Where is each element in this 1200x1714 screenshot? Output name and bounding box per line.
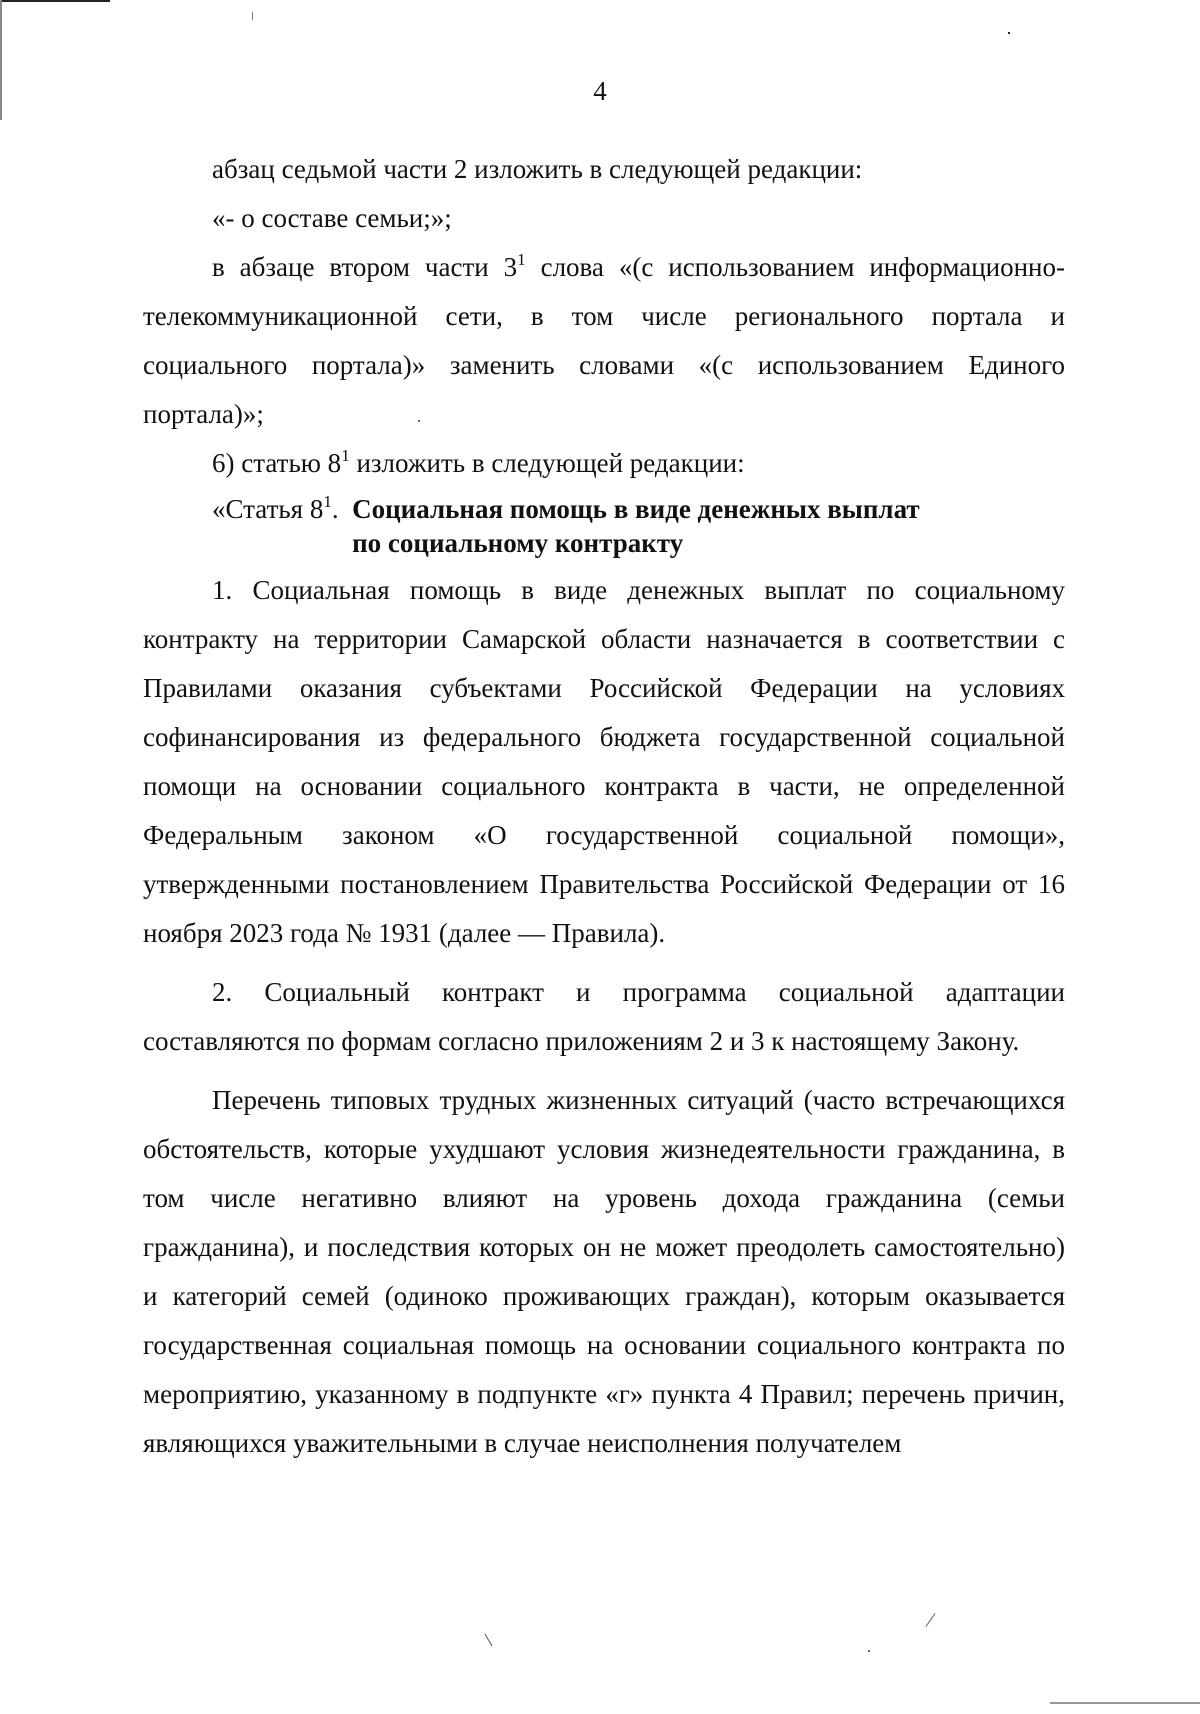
article-number-text-a: «Статья 8 <box>212 494 324 524</box>
page-number: 4 <box>593 76 607 106</box>
document-body <box>143 145 1065 1468</box>
scan-speck <box>485 1634 493 1647</box>
article-title <box>352 492 920 560</box>
article-number-text-b: . <box>331 494 339 524</box>
scan-speck <box>926 1613 936 1627</box>
superscript: 1 <box>517 250 526 269</box>
article-title-line-2: по социальному контракту <box>352 528 684 558</box>
scan-speck <box>418 420 420 422</box>
article-item-2: 2. Социальный контракт и программа социальной адаптации составляются по формам согласно приложениям 2 и 3 к настоящему Закону. <box>143 977 1065 1056</box>
article-title-line-1: Социальная помощь в виде денежных выплат <box>352 494 920 524</box>
paragraph-family-composition: «- о составе семьи;»; <box>212 203 452 233</box>
paragraph-article-intro-text-a: 6) статью 8 <box>212 448 342 478</box>
scan-speck <box>868 1650 870 1652</box>
superscript: 1 <box>341 446 350 465</box>
paragraph-amend-part3 <box>143 243 1065 439</box>
paragraph-article-8-1-intro <box>143 439 1065 488</box>
article-item-3: Перечень типовых трудных жизненных ситуаций (часто встречающихся обстоятельств, которые ухудшают условия жизнедеятельности гражданина, в том числе негативно влияют на уровень дохода гражданина (семьи гражданина), и последствия которых он не может преодолеть самостоятельно) и категорий семей (одиноко проживающих граждан), которым оказывается государственная социальная помощь на основании социального контракта по мероприятию, указанному в подпункте «г» пункта 4 Правил; перечень причин, являющихся уважительными в случае неисполнения получателем <box>143 1085 1065 1458</box>
scan-edge-line <box>0 0 2 120</box>
article-number <box>212 492 352 526</box>
paragraph-amend-part3-text-a: в абзаце втором части 3 <box>212 252 518 282</box>
paragraph-article-intro-text-b: изложить в следующей редакции: <box>349 448 745 478</box>
scan-speck <box>1008 32 1010 34</box>
paragraph-amend-part2: абзац седьмой части 2 изложить в следующей редакции: <box>212 154 863 184</box>
scan-edge-line <box>1050 1702 1200 1704</box>
article-item-1: 1. Социальная помощь в виде денежных выплат по социальному контракту на территории Самарской области назначается в соответствии с Правилами оказания субъектами Российской Федерации на условиях софинансирования из федерального бюджета государственной социальной помощи на основании социального контракта в части, не определенной Федеральным законом «О государственной социальной помощи», утвержденными постановлением Правительства Российской Федерации от 16 ноября 2023 года № 1931 (далее — Правила). <box>143 575 1065 948</box>
scan-speck <box>252 12 253 20</box>
article-heading <box>212 492 1065 560</box>
scan-edge-line <box>0 0 110 2</box>
superscript: 1 <box>323 492 332 511</box>
paragraph-amend-part3-text-b: слова «(с использованием информационно-телекоммуникационной сети, в том числе регионального портала и социального портала)» заменить словами «(с использованием Единого портала)»; <box>143 252 1065 429</box>
